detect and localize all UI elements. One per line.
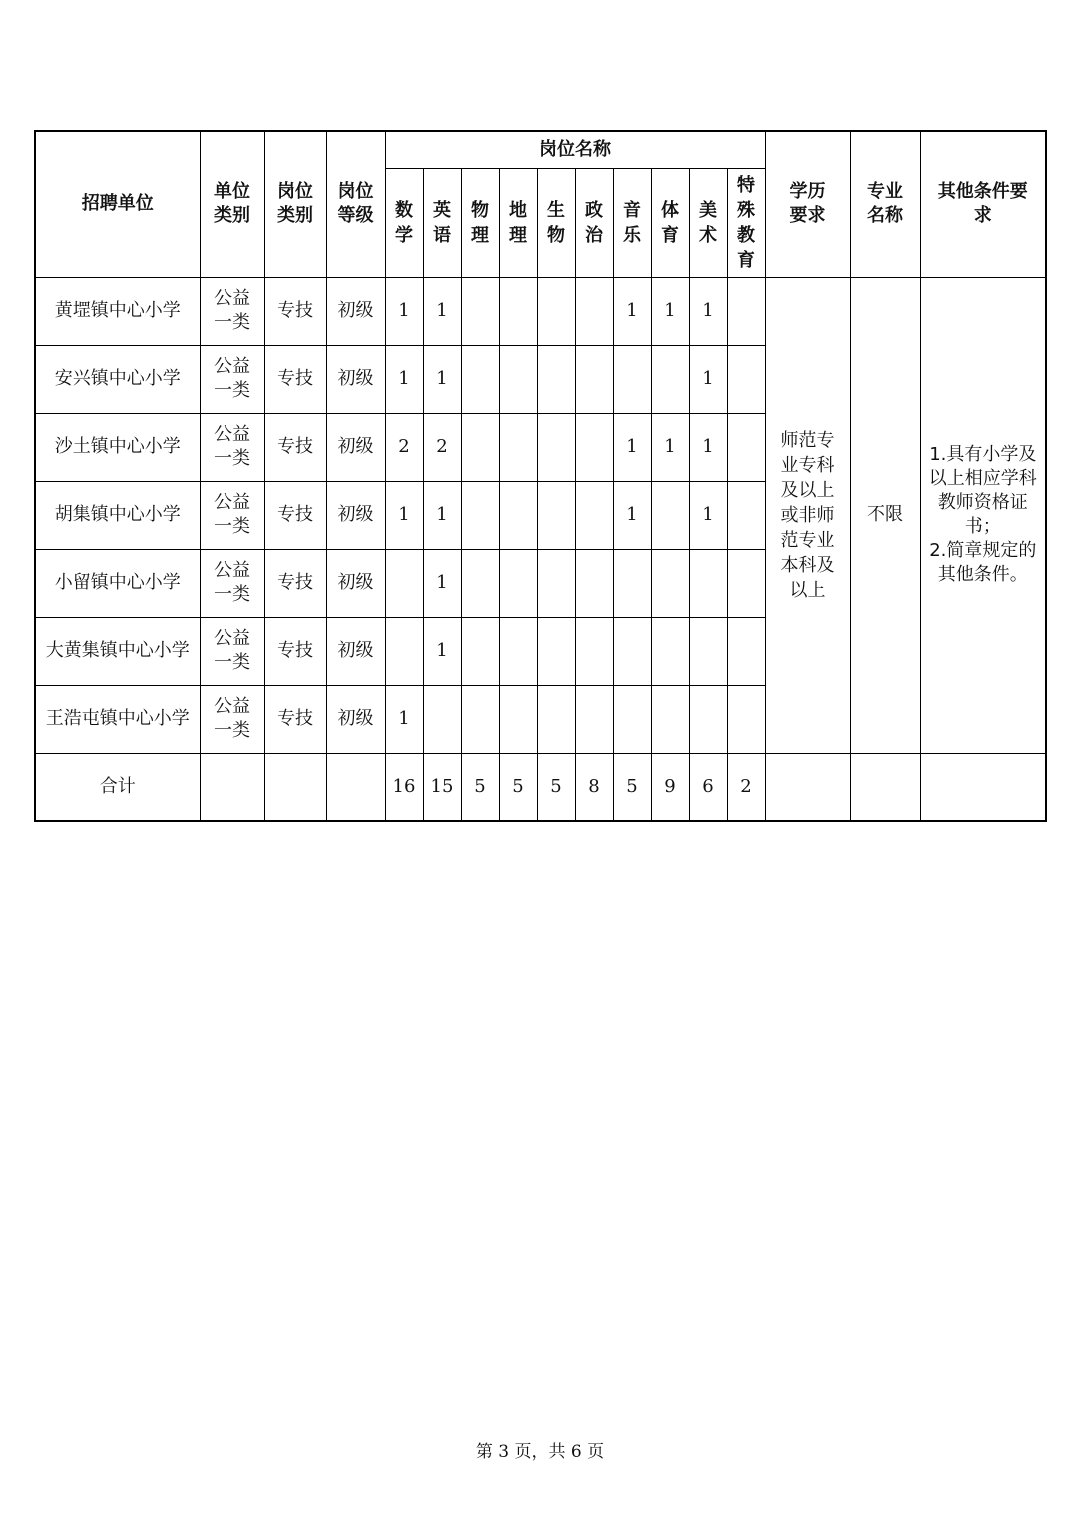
cell-post-grade: 初级 [326, 685, 385, 753]
header-subject: 美术 [689, 168, 727, 277]
cell-post-category: 专技 [264, 481, 326, 549]
cell-count: 1 [423, 617, 461, 685]
cell-post-grade: 初级 [326, 549, 385, 617]
cell-count [537, 481, 575, 549]
cell-unit: 黄堽镇中心小学 [35, 277, 200, 345]
total-row [35, 753, 1046, 821]
cell-count: 1 [651, 277, 689, 345]
cell-count [727, 413, 765, 481]
cell-unit: 胡集镇中心小学 [35, 481, 200, 549]
cell-count [537, 345, 575, 413]
header-subject: 音乐 [613, 168, 651, 277]
cell-count [461, 685, 499, 753]
cell-count: 1 [689, 345, 727, 413]
requirement-line: 1.具有小学及以上相应学科教师资格证书； [928, 444, 1037, 537]
header-unit: 招聘单位 [35, 131, 200, 277]
cell-unit-category: 公益一类 [200, 549, 264, 617]
cell-count: 2 [385, 413, 423, 481]
cell-count: 1 [423, 277, 461, 345]
header-other: 其他条件要求 [920, 131, 1046, 277]
requirement-line: 2.简章规定的其他条件。 [929, 540, 1037, 585]
cell-unit-category: 公益一类 [200, 481, 264, 549]
cell-count [727, 685, 765, 753]
total-count: 8 [575, 753, 613, 821]
cell-count [575, 617, 613, 685]
empty-cell [920, 753, 1046, 821]
cell-count [689, 685, 727, 753]
cell-count [575, 481, 613, 549]
cell-count [575, 277, 613, 345]
header-subject: 政治 [575, 168, 613, 277]
header-subject: 数学 [385, 168, 423, 277]
cell-unit-category: 公益一类 [200, 277, 264, 345]
cell-post-category: 专技 [264, 617, 326, 685]
cell-count [613, 345, 651, 413]
cell-count [423, 685, 461, 753]
cell-unit-category: 公益一类 [200, 617, 264, 685]
cell-count [727, 481, 765, 549]
cell-count [537, 617, 575, 685]
header-subject: 物理 [461, 168, 499, 277]
cell-count [651, 481, 689, 549]
cell-count [689, 549, 727, 617]
empty-cell [765, 753, 850, 821]
cell-unit: 安兴镇中心小学 [35, 345, 200, 413]
cell-post-category: 专技 [264, 413, 326, 481]
cell-count [461, 345, 499, 413]
cell-post-category: 专技 [264, 345, 326, 413]
cell-post-category: 专技 [264, 685, 326, 753]
cell-unit-category: 公益一类 [200, 685, 264, 753]
cell-count [499, 549, 537, 617]
cell-unit-category: 公益一类 [200, 413, 264, 481]
total-count: 9 [651, 753, 689, 821]
cell-post-grade: 初级 [326, 345, 385, 413]
table-row [35, 277, 1046, 345]
empty-cell [326, 753, 385, 821]
cell-count: 1 [423, 481, 461, 549]
cell-count: 1 [689, 277, 727, 345]
header-subject: 英语 [423, 168, 461, 277]
total-count: 5 [461, 753, 499, 821]
cell-count [499, 617, 537, 685]
cell-count [727, 549, 765, 617]
cell-count: 1 [385, 685, 423, 753]
header-education: 学历要求 [765, 131, 850, 277]
cell-count [461, 549, 499, 617]
header-post-names: 岗位名称 [385, 131, 765, 168]
cell-count: 1 [689, 413, 727, 481]
cell-count [461, 481, 499, 549]
cell-count [537, 549, 575, 617]
cell-count: 1 [689, 481, 727, 549]
cell-count: 2 [423, 413, 461, 481]
cell-count [651, 617, 689, 685]
header-subject: 体育 [651, 168, 689, 277]
total-count: 16 [385, 753, 423, 821]
cell-count [537, 413, 575, 481]
cell-count [537, 685, 575, 753]
cell-count [499, 413, 537, 481]
cell-count [575, 549, 613, 617]
cell-post-grade: 初级 [326, 277, 385, 345]
cell-count: 1 [423, 549, 461, 617]
cell-count: 1 [385, 277, 423, 345]
total-count: 2 [727, 753, 765, 821]
cell-count [385, 549, 423, 617]
header-post-grade: 岗位等级 [326, 131, 385, 277]
cell-count [613, 549, 651, 617]
cell-count [499, 481, 537, 549]
cell-unit: 小留镇中心小学 [35, 549, 200, 617]
cell-count [727, 345, 765, 413]
cell-unit: 大黄集镇中心小学 [35, 617, 200, 685]
total-count: 5 [613, 753, 651, 821]
cell-count: 1 [613, 277, 651, 345]
empty-cell [264, 753, 326, 821]
cell-major: 不限 [850, 277, 920, 753]
cell-count [727, 617, 765, 685]
header-unit-category: 单位类别 [200, 131, 264, 277]
cell-count: 1 [613, 481, 651, 549]
cell-count [575, 413, 613, 481]
cell-count [461, 277, 499, 345]
cell-post-grade: 初级 [326, 413, 385, 481]
cell-count [537, 277, 575, 345]
total-label: 合计 [35, 753, 200, 821]
header-post-category: 岗位类别 [264, 131, 326, 277]
cell-count [575, 345, 613, 413]
cell-count [499, 345, 537, 413]
cell-count [461, 413, 499, 481]
header-subject: 特殊教育 [727, 168, 765, 277]
total-count: 6 [689, 753, 727, 821]
page-footer: 第 3 页，共 6 页 [475, 1442, 605, 1462]
cell-count: 1 [613, 413, 651, 481]
cell-unit: 王浩屯镇中心小学 [35, 685, 200, 753]
cell-count: 1 [651, 413, 689, 481]
total-count: 5 [537, 753, 575, 821]
cell-post-grade: 初级 [326, 617, 385, 685]
cell-count [651, 345, 689, 413]
header-major: 专业名称 [850, 131, 920, 277]
cell-count [689, 617, 727, 685]
cell-count [499, 685, 537, 753]
total-count: 15 [423, 753, 461, 821]
cell-count [385, 617, 423, 685]
cell-unit-category: 公益一类 [200, 345, 264, 413]
cell-post-category: 专技 [264, 277, 326, 345]
header-subject: 地理 [499, 168, 537, 277]
cell-unit: 沙土镇中心小学 [35, 413, 200, 481]
cell-count [461, 617, 499, 685]
cell-post-grade: 初级 [326, 481, 385, 549]
cell-count [651, 549, 689, 617]
cell-count [651, 685, 689, 753]
cell-education: 师范专业专科及以上或非师范专业本科及以上 [765, 277, 850, 753]
cell-count [727, 277, 765, 345]
cell-count [499, 277, 537, 345]
header-subject: 生物 [537, 168, 575, 277]
cell-count: 1 [385, 481, 423, 549]
cell-count: 1 [385, 345, 423, 413]
cell-count [613, 617, 651, 685]
cell-other-requirements [920, 277, 1046, 753]
empty-cell [200, 753, 264, 821]
total-count: 5 [499, 753, 537, 821]
empty-cell [850, 753, 920, 821]
cell-count: 1 [423, 345, 461, 413]
cell-post-category: 专技 [264, 549, 326, 617]
recruitment-table [34, 130, 1047, 822]
cell-count [613, 685, 651, 753]
cell-count [575, 685, 613, 753]
